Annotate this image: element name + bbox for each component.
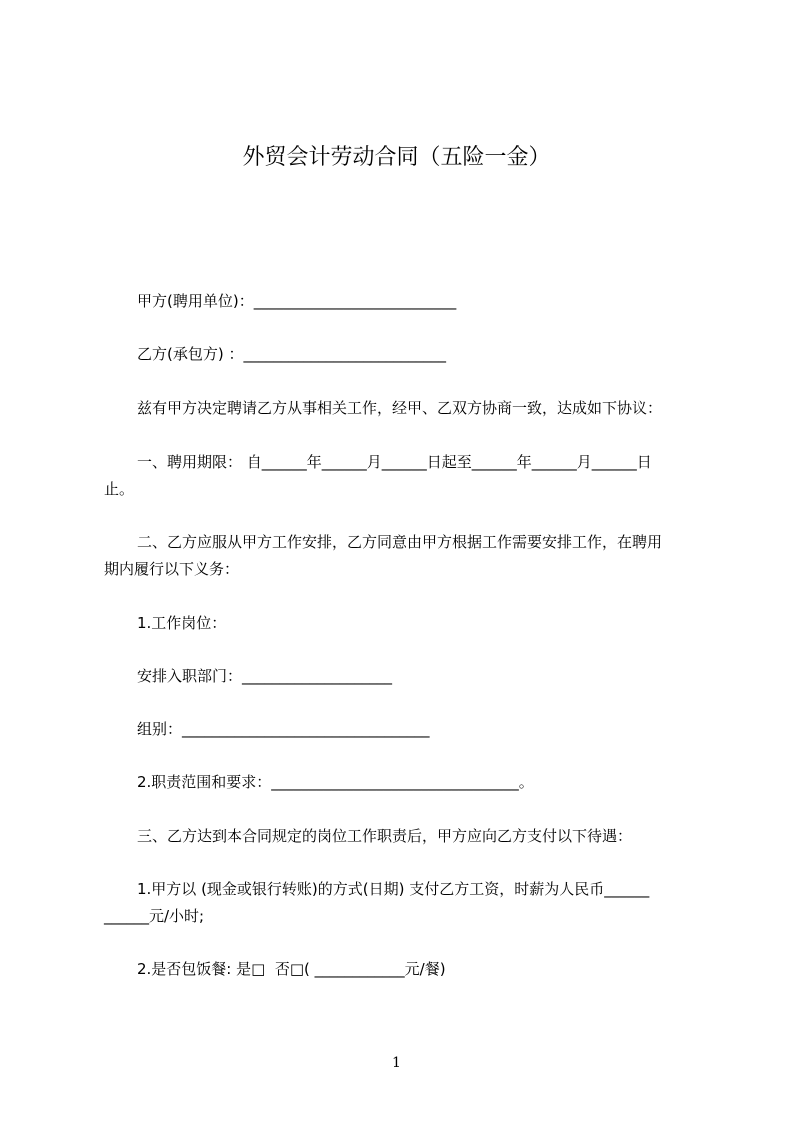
preamble-line: 兹有甲方决定聘请乙方从事相关工作，经甲、乙双方协商一致，达成如下协议：	[137, 399, 663, 417]
job-position-line: 1.工作岗位：	[137, 614, 227, 632]
party-a-line: 甲方(聘用单位)：___________________________	[137, 292, 457, 310]
meal-line: 2.是否包饭餐: 是□ 否□( ____________元/餐)	[137, 960, 446, 978]
benefits-line: 三、乙方达到本合同规定的岗位工作职责后，甲方应向乙方支付以下待遇：	[137, 827, 633, 845]
salary-line-2: ______元/小时;	[104, 907, 205, 925]
party-b-line: 乙方(承包方) ：___________________________	[137, 345, 446, 363]
department-line: 安排入职部门：____________________	[137, 667, 393, 685]
duties-line-1: 二、乙方应服从甲方工作安排，乙方同意由甲方根据工作需要安排工作，在聘用	[137, 533, 663, 551]
salary-line-1: 1.甲方以 (现金或银行转账)的方式(日期) 支付乙方工资，时薪为人民币______	[137, 880, 650, 898]
document-title: 外贸会计劳动合同（五险一金）	[242, 145, 551, 170]
page-number: 1	[392, 1055, 401, 1071]
term-line-1: 一、聘用期限： 自______年______月______日起至______年______月______日	[137, 453, 652, 471]
duties-line-2: 期内履行以下义务：	[104, 560, 240, 578]
group-line: 组别：_________________________________	[137, 720, 430, 738]
term-line-2: 止。	[104, 480, 135, 498]
responsibility-line: 2.职责范围和要求：_________________________________。	[137, 773, 534, 791]
